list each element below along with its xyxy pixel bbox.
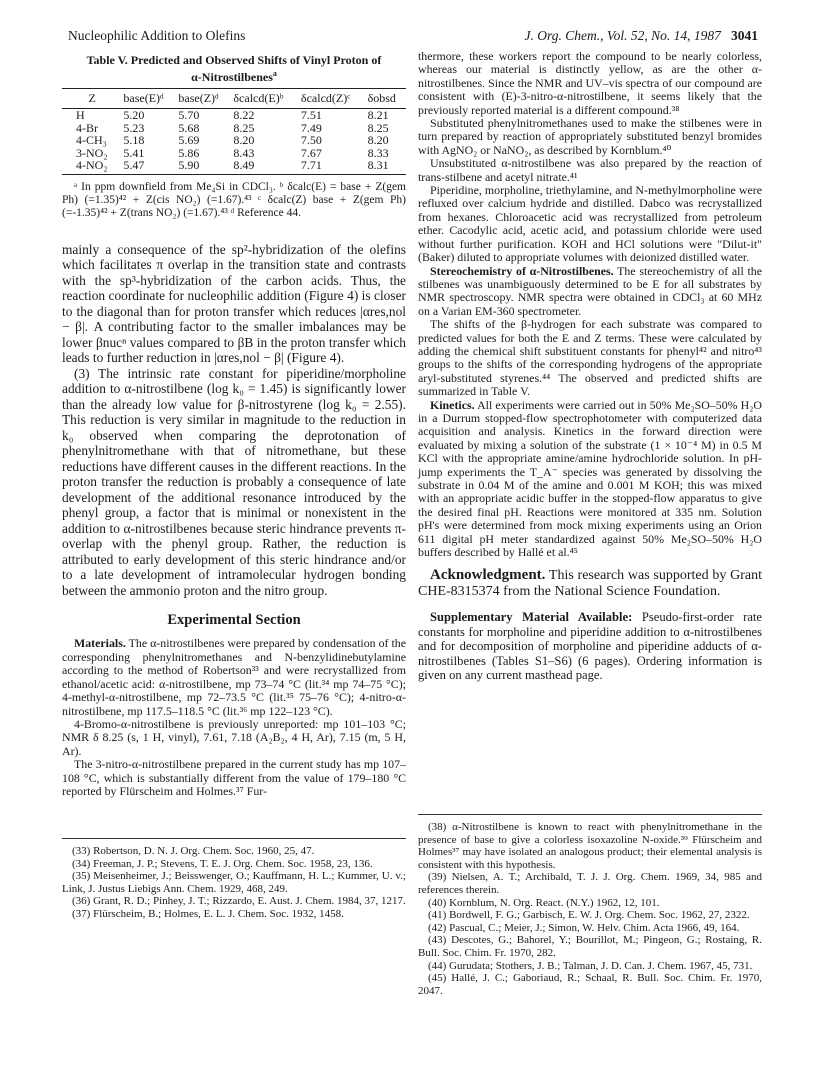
- col-header: δcalcd(E)ᵇ: [232, 89, 300, 109]
- reference-item: (34) Freeman, J. P.; Stevens, T. E. J. Org. Chem. Soc. 1958, 23, 136.: [72, 857, 373, 870]
- table-cell: 4-Br: [76, 120, 98, 135]
- table-cell: 5.18: [123, 133, 145, 148]
- table-cell: 5.86: [178, 145, 200, 160]
- acknowledgment: [418, 567, 762, 600]
- reference-item: (39) Nielsen, A. T.; Archibald, T. J. J. Org. Chem. 1969, 34, 985 and references therein.: [418, 871, 762, 896]
- reference-item: (43) Descotes, G.; Bahorel, Y.; Bourillot, M.; Pingeon, G.; Rostaing, R. Bull. Soc. Chim. Fr. 1970, 282.: [418, 934, 762, 959]
- paragraph-kinetics: [418, 399, 762, 560]
- paragraph: Piperidine, morpholine, triethylamine, and N-methylmorpholine were refluxed over calcium hydride and distilled. Dabco was recrystallized from hexanes. Chloroacetic acid was recrystallized from petroleum ether. Cacodylic acid, acetic acid, and potassium chloride were used without further purification. KOH and HCl solutions were "Dilut-it" (Baker) diluted to appropriate volumes with deionized distilled water.: [418, 183, 762, 265]
- table-cell: 5.70: [178, 108, 200, 122]
- reference-item: (38) α-Nitrostilbene is known to react with phenylnitromethane in the presence of base to give a colorless isoxazoline N-oxide.³⁹ Flürscheim and Holmes³⁷ may have isolated an analogous product; their elemental analysis is consistent with this hypothesis.: [418, 821, 762, 871]
- table-cell: 8.22: [233, 108, 255, 122]
- paragraph: The shifts of the β-hydrogen for each substrate was compared to predicted values for both the E and Z terms. These were calculated by adding the chemical shift substituent constants for phenyl⁴² and nitro⁴³ groups to the shifts of the corresponding hydrogens of the appropriate aryl-substituted styrenes.⁴⁴ The observed and predicted shifts are summarized in Table V.: [418, 317, 762, 399]
- table-cell: 8.20: [367, 133, 389, 148]
- table-row: [62, 134, 406, 147]
- supplementary-heading: Supplementary Material Available:: [430, 610, 633, 625]
- table-cell: 5.68: [178, 120, 200, 135]
- acknowledgment-heading: Acknowledgment.: [430, 567, 546, 584]
- shift-table: [62, 88, 406, 175]
- table-cell: 8.25: [367, 120, 389, 135]
- col-header: Z: [62, 89, 122, 109]
- section-heading: Experimental Section: [167, 612, 301, 629]
- reference-item: (35) Meisenheimer, J.; Beisswenger, O.; Kauffmann, H. L.; Kummer, U. v.; Link, J. Justus Liebigs Ann. Chem. 1929, 468, 249.: [62, 870, 406, 895]
- col-header: base(E)ᵈ: [122, 89, 177, 109]
- run-in-heading: Stereochemistry of α-Nitrostilbenes.: [430, 263, 614, 278]
- table-cell: 8.43: [233, 145, 255, 160]
- table-cell: 5.20: [123, 108, 145, 122]
- table-title: [62, 53, 406, 84]
- table-cell: 8.49: [232, 159, 300, 174]
- paragraph-text: The stereochemistry of all the stilbenes was unambiguously determined to be E for all substrates by NMR spectroscopy. NMR spectra were obtained in CDCl₃ at 60 MHz on a Varian EM-360 spectrometer.: [418, 263, 763, 318]
- table-cell: 7.49: [300, 120, 322, 135]
- paragraph: Substituted phenylnitromethanes used to make the stilbenes were in turn prepared by reaction of appropriately substituted benzyl bromides with AgNO₂ or NaNO₂, as described by Kornblum.⁴⁰: [418, 116, 762, 157]
- table-cell: 8.33: [367, 145, 389, 160]
- reference-item: (41) Bordwell, F. G.; Garbisch, E. W. J. Org. Chem. Soc. 1962, 27, 2322.: [428, 909, 750, 922]
- table-cell: 5.23: [123, 120, 145, 135]
- run-in-heading: Materials.: [74, 636, 126, 651]
- table-cell: 5.69: [178, 133, 200, 148]
- references-left: [62, 838, 406, 921]
- reference-item: (45) Hallé, J. C.; Gaboriaud, R.; Schaal, R. Bull. Soc. Chim. Fr. 1970, 2047.: [418, 972, 762, 997]
- references-right: [418, 814, 762, 997]
- table-title-line2: α-Nitrostilbenes: [191, 70, 273, 84]
- reference-item: (44) Gurudata; Stothers, J. B.; Talman, J. D. Can. J. Chem. 1967, 45, 731.: [428, 959, 753, 972]
- left-column: [62, 50, 406, 798]
- table-cell: 8.20: [233, 133, 255, 148]
- table-cell: 8.31: [367, 159, 406, 174]
- paragraph-text: All experiments were carried out in 50% Me₂SO–50% H₂O in a Durrum stopped-flow spectrophotometer with computerized data acquisition and analysis. Kinetics in the forward direction were evaluated by mixing a solution of the substrate (1 × 10⁻⁴ M) in 0.5 M KCl with the appropriate amine/amine hydrochloride solution. In pH-jump experiments the T_A⁻ species was generated by dissolving the substrate in 0.04 M of the amine and 0.001 M KOH; this was mixed with an appropriate acidic buffer in the stopped-flow apparatus to give the desired final pH. Reactions were monitored at 335 nm. Solution pH's were determined from mock mixing experiments using an Orion 611 digital pH meter standardized against 50% Me₂SO–50% H₂O buffers described by Hallé et al.⁴⁵: [418, 397, 762, 560]
- reference-item: (37) Flürscheim, B.; Holmes, E. L. J. Chem. Soc. 1932, 1458.: [72, 907, 344, 920]
- paragraph: 4-Bromo-α-nitrostilbene is previously unreported: mp 101–103 °C; NMR δ 8.25 (s, 1 H, vinyl), 7.61, 7.18 (A₂B₂, 4 H, Ar), 7.15 (m, 5 H, Ar).: [62, 716, 406, 758]
- table-cell: 4-CH₃: [76, 133, 107, 148]
- table-cell: 7.71: [300, 159, 367, 174]
- table-cell: H: [76, 108, 85, 122]
- reference-item: (40) Kornblum, N. Org. React. (N.Y.) 1962, 12, 101.: [428, 896, 660, 909]
- footnote-rule: [418, 814, 762, 815]
- reference-item: (42) Pascual, C.; Meier, J.; Simon, W. Helv. Chim. Acta 1966, 49, 164.: [428, 921, 740, 934]
- table-cell: 8.25: [233, 120, 255, 135]
- supplementary-material: [418, 610, 762, 683]
- journal-name: J. Org. Chem., Vol. 52, No. 14, 1987: [524, 28, 721, 43]
- table-header-row: [62, 89, 406, 109]
- supplementary-text: Pseudo-first-order rate constants for morpholine and piperidine addition to α-nitrostilbenes and for decomposition of morpholine and piperidine adducts of α-nitrostilbenes (Tables S1–S6) (6 pages). Ordering information is given on any current masthead page.: [418, 610, 762, 683]
- running-title: Nucleophilic Addition to Olefins: [68, 28, 246, 43]
- table-title-line1: Table V. Predicted and Observed Shifts of Vinyl Proton of: [86, 53, 382, 67]
- footnote-rule: [62, 838, 406, 839]
- col-header: δcalcd(Z)ᶜ: [300, 89, 367, 109]
- journal-citation: [525, 28, 759, 44]
- table-cell: 4-NO₂: [62, 159, 122, 174]
- paragraph-text: The α-nitrostilbenes were prepared by condensation of the corresponding phenylnitromethanes and N-benzylidinebutylamine according to the method of Robertson³³ and were recrystallized from ethanol/acetic acid: α-nitrostilbene, mp 73–74 °C (lit.³⁴ mp 74–75 °C); 4-methyl-α-nitrostilbene, mp 72–73.5 °C (lit.³⁵ 75–76 °C); 4-nitro-α-nitrostilbene, mp 117.5–118.5 °C (lit.³⁶ mp 122–123 °C).: [62, 636, 406, 718]
- paragraph: Unsubstituted α-nitrostilbene was also prepared by the reaction of trans-stilbene and acetyl nitrate.⁴¹: [418, 156, 762, 184]
- right-column: [418, 50, 762, 683]
- table-cell: 8.21: [367, 108, 389, 122]
- table-footnote: ᵃ In ppm downfield from Me₄Si in CDCl₃. ᵇ δcalc(E) = base + Z(gem Ph) (=1.35)⁴² + Z(cis NO₂) (=1.67).⁴³ ᶜ δcalc(Z) base + Z(gem Ph) (=-1.35)⁴² + Z(trans NO₂) (=1.67).⁴³ ᵈ Reference 44.: [62, 180, 406, 219]
- table-cell: 7.51: [300, 108, 322, 122]
- col-header: δobsd: [367, 89, 406, 109]
- table-cell: 5.90: [177, 159, 232, 174]
- acknowledgment-text: This research was supported by Grant CHE-8315374 from the National Science Foundation.: [418, 568, 762, 600]
- paragraph: (3) The intrinsic rate constant for piperidine/morpholine addition to α-nitrostilbene (log k₀ = 1.45) is significantly lower than the already low value for β-nitrostyrene (log k₀ = 2.55). This reduction is very similar in magnitude to the reduction in k₀ observed when comparing the deprotonation of phenylnitromethane with that of nitromethane, but these reductions have different causes in the different reactions. In the proton transfer the reduction is probably a consequence of late development of the additional resonance introduced by the phenyl group, a factor that is minimal or nonexistent in the addition to α-nitrostilbenes because steric hindrance prevents π-overlap with the phenyl group. Rather, the reduction is attributed to early development of this steric hindrance and/or to a late development of intramolecular hydrogen bonding between the ammonio proton and the nitro group.: [62, 365, 406, 598]
- paragraph-materials: [62, 637, 406, 717]
- table-cell: 5.47: [122, 159, 177, 174]
- table-row: [62, 109, 406, 122]
- paragraph: The 3-nitro-α-nitrostilbene prepared in the current study has mp 107–108 °C, which is substantially different from the value of 179–180 °C reported by Flürscheim and Holmes.³⁷ Fur-: [62, 757, 406, 798]
- page-number: 3041: [731, 28, 758, 43]
- table-cell: 7.67: [300, 145, 322, 160]
- reference-item: (33) Robertson, D. N. J. Org. Chem. Soc. 1960, 25, 47.: [72, 845, 315, 857]
- table-cell: 7.50: [300, 133, 322, 148]
- table-cell: 3-NO₂: [76, 145, 108, 160]
- paragraph-stereochemistry: [418, 265, 762, 319]
- col-header: base(Z)ᵈ: [177, 89, 232, 109]
- paragraph: thermore, these workers report the compound to be nearly colorless, whereas our material is distinctly yellow, as are the other α-nitrostilbenes. Since the NMR and UV–vis spectra of our compound are consistent with (E)-3-nitro-α-nitrostilbene, it seems likely that the previously reported material is a different compound.³⁸: [418, 49, 762, 117]
- table-title-sup: a: [272, 69, 277, 78]
- run-in-heading: Kinetics.: [430, 397, 475, 412]
- table-cell: 5.41: [123, 145, 145, 160]
- reference-item: (36) Grant, R. D.; Pinhey, J. T.; Rizzardo, E. Aust. J. Chem. 1984, 37, 1217.: [72, 895, 406, 908]
- paragraph: mainly a consequence of the sp²-hybridization of the olefins which facilitates π overlap in the transition state and contrasts with the sp³-hybridization of the carbon acids. Thus, the reaction coordinate for nucleophilic addition (Figure 4) is closer to the diagonal than for proton transfer which reduces |αres,nol − β|. A contributing factor to the smaller imbalances may be lower βnucⁿ values compared to βB in the proton transfer which leads to further reduction in |αres,nol − β| (Figure 4).: [62, 241, 406, 366]
- table-row: [62, 159, 406, 174]
